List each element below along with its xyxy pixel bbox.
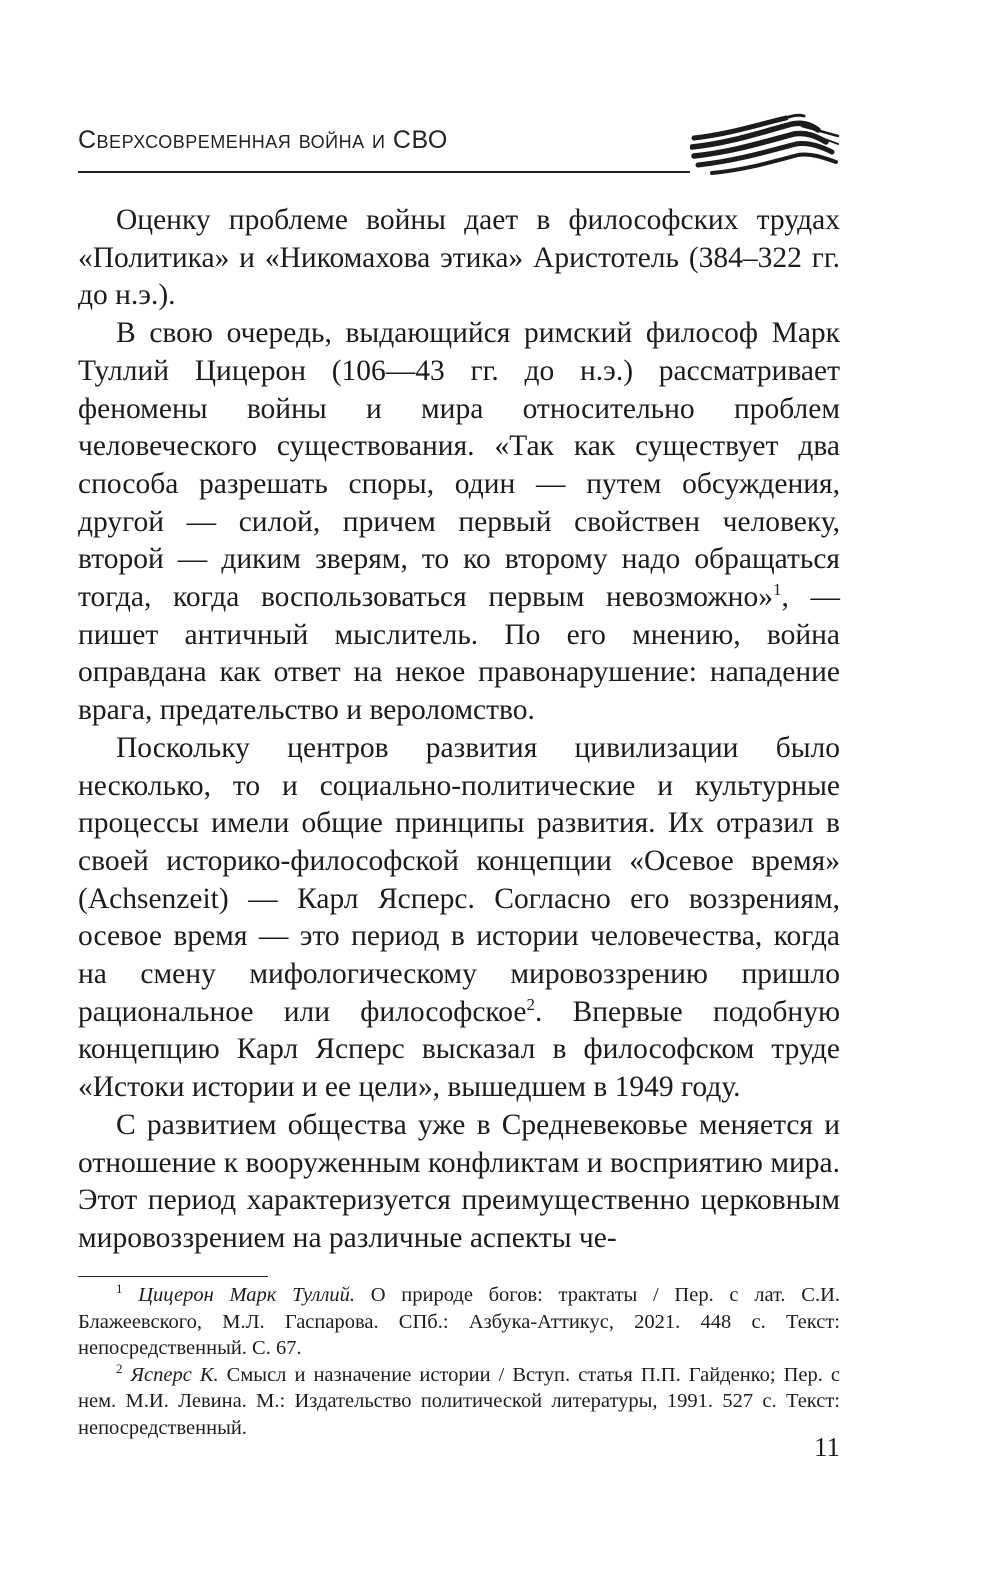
footnote-1-author: Цицерон Марк Туллий. [138,1284,356,1306]
paragraph-3: Поскольку центров развития цивилизации было несколько, то и социально-политические и культурные процессы имели общие принципы развития. Их отразил в своей историко-философской концепции «Осевое время» (Achsenzeit) — Карл Ясперс. Согласно его воззрениям, осевое время — это период в истории человечества, когда на смену мифологическому мировоззрению пришло рациональное или философское$^2$. Впервые подобную концепцию Карл Ясперс высказал в философском труде «Истоки истории и ее цели», вышедшем в 1949 году. [78,731,840,1104]
footnotes [78,1282,840,1442]
footnote-2-author: Ясперс К. [130,1363,219,1386]
page-number: 11 [814,1432,840,1462]
footnote-2: $^2$ Ясперс К. Смысл и назначение истории / Вступ. статья П.П. Гайденко; Пер. с нем. М.И. Левина. М.: Издательство политической литературы, 1991. 527 с. Текст: непосредственный. [78,1360,840,1439]
footnote-1: $^1$ Цицерон Марк Туллий. О природе богов: трактаты / Пер. с лат. С.И. Блажеевского, М.Л. Гаспарова. СПб.: Азбука-Аттикус, 2021. 448 с. Текст: непосредственный. С. 67. [78,1281,840,1360]
flag-ribbon-icon [690,112,840,178]
footnote-ref-2: 2 [526,994,535,1014]
paragraph-4: С развитием общества уже в Средневековье меняется и отношение к вооруженным конфликтам и восприятию мира. Этот период характеризуется преимущественно церковным мировоззрением на различные аспекты че- [78,1108,840,1254]
running-head-title: Сверхсовременная война и СВО [78,126,448,154]
header-rule [78,171,690,173]
footnote-ref-1: 1 [772,580,782,600]
paragraph-2: В свою очередь, выдающийся римский философ Марк Туллий Цицерон (106—43 гг. до н.э.) рассматривает феномены войны и мира относительно проблем человеческого существования. «Так как существует два способа разрешать споры, один — путем обсуждения, другой — силой, причем первый свойствен человеку, второй — диким зверям, то ко второму надо обращаться тогда, когда воспользоваться первым невозможно»$^1$, — пишет античный мыслитель. По его мнению, война оправдана как ответ на некое правонарушение: нападение врага, предательство и вероломство. [78,317,840,727]
paragraph-1: Оценку проблеме войны дает в философских трудах «Политика» и «Никомахова этика» Аристотель (384–322 гг. до н.э.). [78,204,840,312]
footnote-rule [78,1276,268,1277]
main-text [78,202,840,1258]
